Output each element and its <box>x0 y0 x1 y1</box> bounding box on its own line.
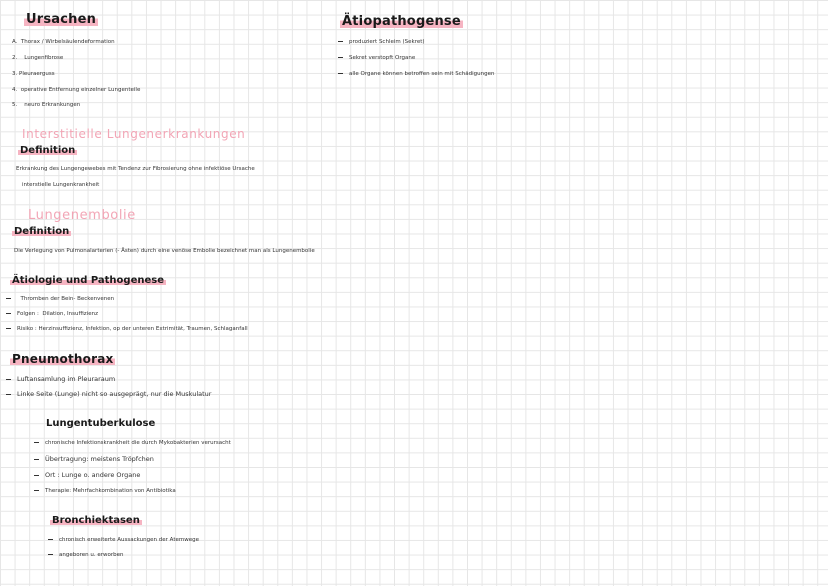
list-item: produziert Schleim (Sekret) <box>338 39 425 45</box>
aetiopathogenese-title: Ätiopathogense <box>342 14 461 29</box>
aetiologie-title: Ätiologie und Pathogenese <box>12 275 164 286</box>
list-item: Sekret verstopft Organe <box>338 55 415 61</box>
list-item: 5. neuro Erkrankungen <box>12 102 81 108</box>
list-item: chronisch erweiterte Aussackungen der Atemwege <box>48 537 199 543</box>
list-item: angeboren u. erworben <box>48 552 123 558</box>
list-item: Luftansamlung im Pleuraraum <box>6 375 115 383</box>
list-item: Linke Seite (Lunge) nicht so ausgeprägt, nur die Muskulatur <box>6 390 211 398</box>
lungenembolie-definition-text: Die Verlegung von Pulmonalarterien (- Ästen) durch eine venöse Embolie bezeichnet man als Lungenembolie <box>14 248 315 254</box>
list-item: Thromben der Bein- Beckenvenen <box>6 296 114 302</box>
list-item: Ort : Lunge o. andere Organe <box>34 471 140 479</box>
pneumothorax-title: Pneumothorax <box>12 352 114 366</box>
interstitielle-definition-text-2: interstielle Lungenkrankheit <box>22 182 100 188</box>
list-item: A. Thorax / Wirbelsäulendeformation <box>12 39 115 45</box>
list-item: Therapie: Mehrfachkombination von Antibiotika <box>34 488 176 494</box>
lungenembolie-definition-label: Definition <box>14 226 70 237</box>
ursachen-title: Ursachen <box>26 12 97 27</box>
list-item: 3. Pleuraerguss <box>12 71 55 77</box>
tuberkulose-title: Lungentuberkulose <box>46 418 156 429</box>
interstitielle-definition-text: Erkrankung des Lungengewebes mit Tendenz zur Fibrosierung ohne infektiöse Ursache <box>16 166 255 172</box>
interstitielle-definition-label: Definition <box>20 145 76 156</box>
list-item: Folgen : Dilation, Insuffizienz <box>6 311 98 317</box>
bronchiektasen-title: Bronchiektasen <box>52 515 140 526</box>
lungenembolie-title: Lungenembolie <box>28 208 136 223</box>
list-item: alle Organe können betroffen sein mit Schädigungen <box>338 71 494 77</box>
list-item: 4. operative Entfernung einzelner Lungenteile <box>12 87 141 93</box>
list-item: chronische Infektionskrankheit die durch Mykobakterien verursacht <box>34 440 231 446</box>
list-item: 2. Lungenfibrose <box>12 55 64 61</box>
list-item: Risiko : Herzinsuffizienz, Infektion, op der unteren Extrimität, Traumen, Schlaganfall <box>6 326 248 332</box>
interstitielle-title: Interstitielle Lungenerkrankungen <box>22 127 246 141</box>
list-item: Übertragung: meistens Tröpfchen <box>34 455 154 463</box>
